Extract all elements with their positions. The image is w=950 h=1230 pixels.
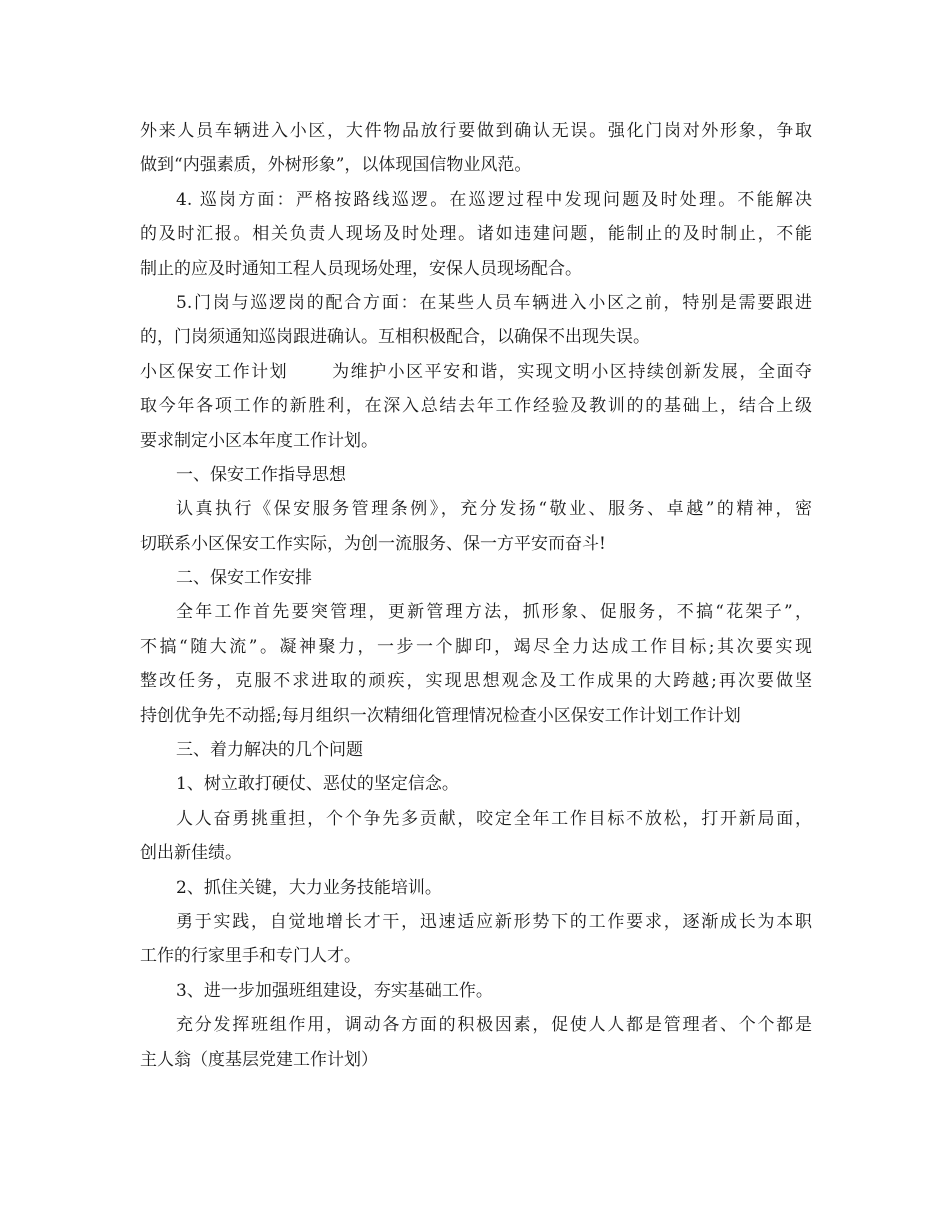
- text-line: 取今年各项工作的新胜利，在深入总结去年工作经验及教训的的基础上，结合上级: [140, 396, 812, 417]
- text-line: 要求制定小区本年度工作计划。: [140, 430, 378, 451]
- text-line: 一、保安工作指导思想: [176, 464, 346, 485]
- text-line: 创出新佳绩。: [140, 843, 242, 864]
- text-line: 切联系小区保安工作实际，为创一流服务、保一方平安而奋斗!: [140, 533, 606, 554]
- text-line: 小区保安工作计划 为维护小区平安和谐，实现文明小区持续创新发展，全面夺: [140, 361, 812, 382]
- text-line: 二、保安工作安排: [176, 568, 312, 589]
- text-line: 外来人员车辆进入小区，大件物品放行要做到确认无误。强化门岗对外形象，争取: [140, 121, 812, 141]
- text-line: 2、抓住关键，大力业务技能培训。: [176, 877, 442, 898]
- text-line: 的及时汇报。相关负责人现场及时处理。诸如违建问题，能制止的及时制止，不能: [140, 224, 812, 245]
- text-line: 认真执行《保安服务管理条例》，充分发扬“敬业、服务、卓越”的精神，密: [176, 499, 812, 520]
- text-line: 1、树立敢打硬仗、恶仗的坚定信念。: [176, 774, 459, 795]
- text-line: 全年工作首先要突管理，更新管理方法，抓形象、促服务，不搞“花架子”，: [176, 602, 812, 623]
- text-line: 的，门岗须通知巡岗跟进确认。互相积极配合，以确保不出现失误。: [140, 327, 650, 348]
- section-heading: [140, 871, 812, 905]
- text-line: 制止的应及时通知工程人员现场处理，安保人员现场配合。: [140, 258, 582, 279]
- text-line: 3、进一步加强班组建设，夯实基础工作。: [176, 980, 493, 1001]
- text-line: 4. 巡岗方面：严格按路线巡逻。在巡逻过程中发现问题及时处理。不能解决: [176, 189, 812, 210]
- paragraph: [140, 1008, 812, 1077]
- section-heading: [140, 733, 812, 767]
- section-heading: [140, 974, 812, 1008]
- text-line: 持创优争先不动摇;每月组织一次精细化管理情况检查小区保安工作计划工作计划: [140, 705, 741, 726]
- document-page: [140, 114, 812, 1077]
- paragraph: [140, 183, 812, 286]
- text-line: 不搞“随大流”。凝神聚力，一步一个脚印，竭尽全力达成工作目标;其次要实现: [140, 636, 812, 657]
- paragraph: [140, 114, 812, 183]
- section-heading: [140, 458, 812, 492]
- paragraph: [140, 492, 812, 561]
- paragraph: [140, 286, 812, 355]
- text-line: 工作的行家里手和专门人才。: [140, 946, 361, 967]
- text-line: 充分发挥班组作用，调动各方面的积极因素，促使人人都是管理者、个个都是: [176, 1015, 812, 1036]
- paragraph: [140, 905, 812, 974]
- document-body: [140, 114, 812, 1077]
- text-line: 勇于实践，自觉地增长才干，迅速适应新形势下的工作要求，逐渐成长为本职: [176, 911, 812, 932]
- paragraph: [140, 355, 812, 458]
- section-heading: [140, 767, 812, 801]
- text-line: 人人奋勇挑重担，个个争先多贡献，咬定全年工作目标不放松，打开新局面，: [176, 808, 812, 829]
- section-heading: [140, 561, 812, 595]
- text-line: 5.门岗与巡逻岗的配合方面：在某些人员车辆进入小区之前，特别是需要跟进: [176, 292, 812, 313]
- paragraph: [140, 802, 812, 871]
- text-line: 做到“内强素质，外树形象”，以体现国信物业风范。: [140, 155, 532, 176]
- text-line: 主人翁（度基层党建工作计划）: [140, 1049, 378, 1070]
- text-line: 整改任务，克服不求进取的顽疾，实现思想观念及工作成果的大跨越;再次要做坚: [140, 671, 812, 692]
- paragraph: [140, 595, 812, 733]
- text-line: 三、着力解决的几个问题: [176, 740, 363, 761]
